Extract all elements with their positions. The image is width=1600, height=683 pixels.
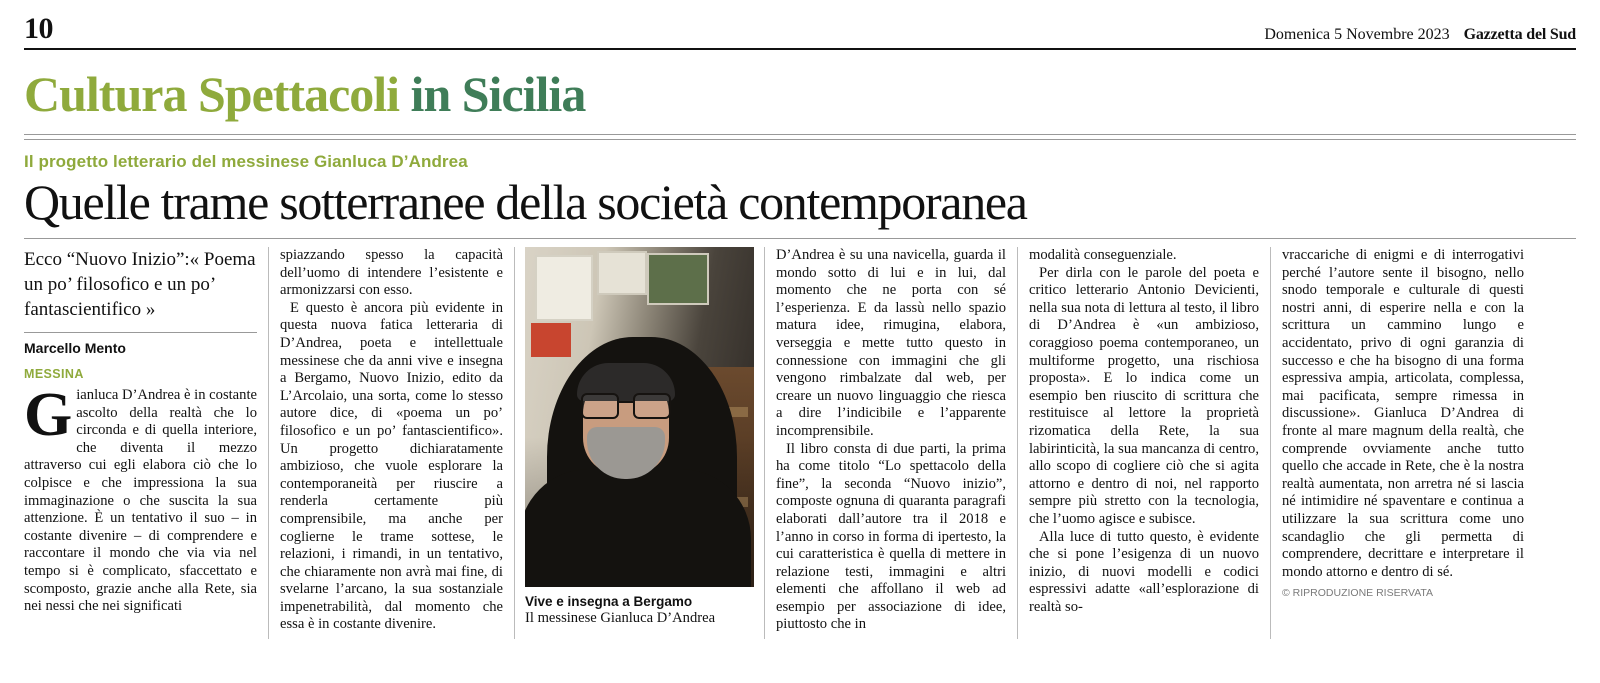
photo-caption-text: Il messinese Gianluca D’Andrea <box>525 610 716 626</box>
column-2 <box>268 247 514 639</box>
article-dateline: MESSINA <box>24 367 84 381</box>
rule-section-lower <box>24 139 1576 140</box>
photo-subject-shoulders <box>525 469 751 587</box>
paragraph: modalità conseguenziale. <box>1029 247 1177 263</box>
rule-headline <box>24 238 1576 239</box>
section-title-part1: Cultura Spettacoli <box>24 66 411 122</box>
paragraph: Alla luce di tutto questo, è evidente che si pone l’esigenza di un nuovo inizio, di nuovi modelli e codici espressivi adatte «all’esplorazione di realtà so- <box>1029 528 1259 615</box>
photo-wall-frame <box>597 251 647 295</box>
paragraph: vraccariche di enigmi e di interrogativi perché l’autore sente il bisogno, nello snodo temporale e culturale di questi nostri anni, di esperire nella e con la scrittura un cammino lungo e accidentato, privo di ogni garanzia di successo e che ha bisogno di una forma espressiva ampia, articolata, complessa, mai pacificata, sempre rimessa in discussione». Gianluca D’Andrea di fronte al mare magnum della realtà, che comprende ovviamente anche tutto quello che accade in Rete, che è la nostra realtà aumentata, non arretra né si lascia né intimidire né spaventare e continua a utilizzare la sua scrittura come uno scandaglio che gli permetta di comprendere, decrittare e interpretare il mondo attorno e dentro di sé. <box>1282 247 1524 580</box>
photo-wall-frame <box>535 255 593 321</box>
issue-date: Domenica 5 Novembre 2023 <box>1264 26 1450 43</box>
glasses-lens-right <box>633 393 671 419</box>
article-headline: Quelle trame sotterranee della società contemporanea <box>24 174 1027 230</box>
column-photo <box>514 247 764 639</box>
column-5 <box>1270 247 1524 639</box>
paragraph: E questo è ancora più evidente in questa nuova fatica letteraria di D’Andrea, poeta e intellettuale messinese che da anni vive e insegna a Bergamo, Nuovo Inizio, edito da L’Arcolaio, una sorta, come lo stesso autore dice, di «poema un po’ filosofico e un po’ fantascientifico». Un progetto dichiaratamente ambizioso, che vuole esplorare la contemporaneità per riuscire a renderla certamente più comprensibile, ma anche per coglierne le trame sottese, le relazioni, i rimandi, in un tentativo, che chiaramente non avrà mai fine, di svelarne l’arcano, la sua sostanziale impenetrabilità, dal momento che essa è in costante divenire. <box>280 299 503 633</box>
paragraph: Gianluca D’Andrea è in costante ascolto della realtà che lo circonda e di quella interiore, che diventa il mezzo attraverso cui egli elabora ciò che lo colpisce e che impressiona la sua immaginazione o che suscita la sua attenzione. È un tentativo il suo – in costante divenire – di comprendere e raccontare il mondo che via via nel tempo si è complicato, sfaccettato e scomposto, grazie anche alla Rete, sia nei nessi che nei significati <box>24 381 257 615</box>
column-3 <box>764 247 1017 639</box>
page-number: 10 <box>24 12 53 45</box>
copyright-notice: © RIPRODUZIONE RISERVATA <box>1282 587 1434 600</box>
photo-wall-frame <box>531 323 571 357</box>
glasses-lens-left <box>581 393 619 419</box>
paragraph: spiazzando spesso la capacità dell’uomo di intendere l’esistente e armonizzarsi con esso. <box>280 247 503 299</box>
photo-wall-frame <box>647 253 709 305</box>
article-columns <box>24 247 1576 639</box>
paper-name: Gazzetta del Sud <box>1463 26 1576 43</box>
photo-subject-glasses <box>581 393 671 415</box>
masthead <box>24 0 1576 44</box>
rule-section-upper <box>24 134 1576 135</box>
article-byline: Marcello Mento <box>24 332 257 357</box>
masthead-right <box>1264 26 1576 44</box>
article-standfirst: Ecco “Nuovo Inizio”:« Poema un po’ filosofico e un po’ fantascientifico » <box>24 249 256 320</box>
column-1 <box>24 247 268 639</box>
article-kicker: Il progetto letterario del messinese Gianluca D’Andrea <box>24 152 468 171</box>
article-photo <box>525 247 754 587</box>
photo-caption-headline: Vive e insegna a Bergamo <box>525 594 693 609</box>
paragraph: Per dirla con le parole del poeta e critico letterario Antonio Devicienti, nella sua nota di lettura al testo, il libro di D’Andrea è «un ambizioso, coraggioso poema contemporaneo, un multiforme progetto, una rischiosa proposta». E lo indica come un esempio ben riuscito di scrittura che restituisce al lettore la proprietà rizomatica della Rete, la sua labirinticità, la sua mancanza di centro, allo scopo di cogliere ciò che si agita attorno e dentro di noi, nel rapporto sempre più stretto con la tecnologia, che l’uomo agisce e subisce. <box>1029 264 1259 527</box>
column-4 <box>1017 247 1270 639</box>
section-title-part2: in Sicilia <box>410 66 586 122</box>
section-title <box>24 50 1576 134</box>
paragraph: D’Andrea è su una navicella, guarda il mondo sotto di lui e in lui, dal momento che ne porta con sé l’esperienza. E da lassù nello spazio matura idee, rimugina, elabora, verseggia e mette tutto questo in connessione con immagini che gli vengono rimbalzate dal web, per creare un nuovo linguaggio che riesca a dire l’indicibile e l’apparente incomprensibile. <box>776 247 1006 439</box>
paragraph: Il libro consta di due parti, la prima ha come titolo “Lo spettacolo della fine”, la seconda “Nuovo inizio”, composte ognuna di quaranta paragrafi elaborati dall’autore tra il 2018 e l’anno in corso in forma di ipertesto, la cui caratteristica è quella di mettere in relazione testi, immagini e altri elementi che affollano il web ad esempio per associazione di idee, piuttosto che in <box>776 440 1006 633</box>
